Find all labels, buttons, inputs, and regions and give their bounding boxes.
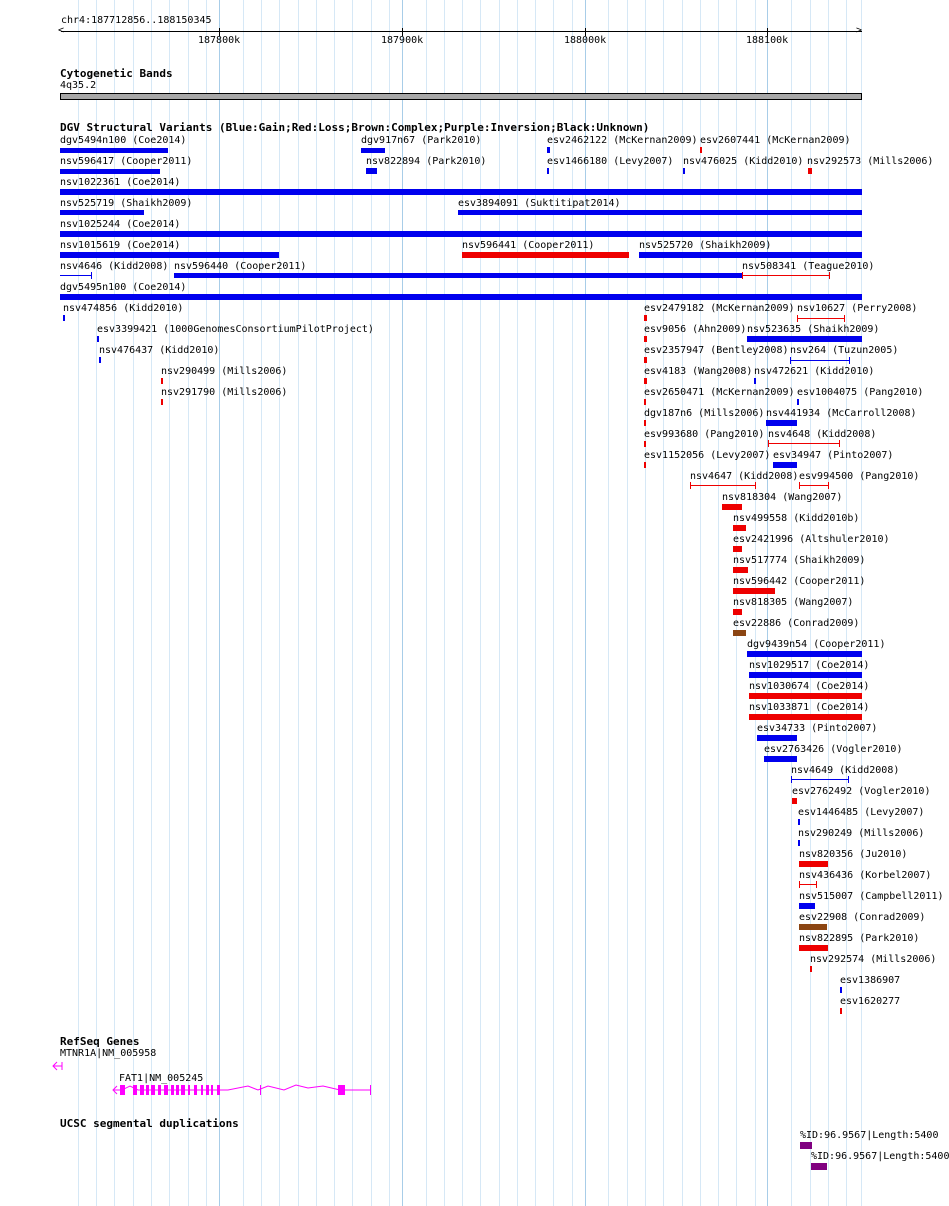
variant-label[interactable]: nsv596417 (Cooper2011) — [60, 156, 193, 167]
variant-bar-loss[interactable] — [792, 798, 797, 804]
ruler-left-arrow: < — [58, 25, 65, 36]
variant-label[interactable]: dgv187n6 (Mills2006) — [644, 408, 765, 419]
variant-label[interactable]: esv2357947 (Bentley2008) — [644, 345, 789, 356]
variant-label[interactable]: esv2462122 (McKernan2009) — [547, 135, 698, 146]
variant-bar-loss[interactable] — [733, 609, 742, 615]
variant-label[interactable]: esv34947 (Pinto2007) — [773, 450, 894, 461]
variant-end-tick — [828, 482, 829, 489]
variant-label[interactable]: nsv4647 (Kidd2008) — [690, 471, 799, 482]
variant-label[interactable]: nsv436436 (Korbel2007) — [799, 870, 932, 881]
variant-bar-gain[interactable] — [747, 336, 862, 342]
variant-bar-loss[interactable] — [161, 399, 163, 405]
variant-bar-gain[interactable] — [60, 252, 279, 258]
refseq-track-title: RefSeq Genes — [60, 1035, 140, 1048]
variant-bar-gain[interactable] — [798, 840, 800, 846]
variant-bar-loss[interactable] — [700, 147, 702, 153]
variant-bar-loss[interactable] — [733, 525, 746, 531]
variant-end-tick — [742, 272, 743, 279]
variant-bar-loss[interactable] — [799, 945, 828, 951]
variant-end-tick — [690, 482, 691, 489]
variant-bar-loss[interactable] — [749, 714, 862, 720]
variant-end-tick — [844, 315, 845, 322]
variant-bar-gain[interactable] — [764, 756, 797, 762]
variant-line-loss[interactable] — [690, 485, 756, 486]
variant-label[interactable]: esv4183 (Wang2008) — [644, 366, 753, 377]
variant-label[interactable]: nsv1033871 (Coe2014) — [749, 702, 870, 713]
variant-end-tick — [816, 881, 817, 888]
segdup-label[interactable]: %ID:96.9567|Length:5400 — [800, 1130, 939, 1141]
variant-label[interactable]: nsv474856 (Kidd2010) — [63, 303, 184, 314]
variant-bar-loss[interactable] — [644, 441, 646, 447]
variant-bar-gain[interactable] — [799, 903, 815, 909]
variant-label[interactable]: nsv476025 (Kidd2010) — [683, 156, 804, 167]
variant-label[interactable]: esv2762492 (Vogler2010) — [792, 786, 931, 797]
variant-label[interactable]: nsv1025244 (Coe2014) — [60, 219, 181, 230]
region-label: chr4:187712856..188150345 — [61, 15, 212, 26]
variant-bar-gain[interactable] — [361, 148, 385, 153]
variant-label[interactable]: esv1446485 (Levy2007) — [798, 807, 925, 818]
variant-label[interactable]: esv22908 (Conrad2009) — [799, 912, 926, 923]
variant-label[interactable]: esv3894091 (Suktitipat2014) — [458, 198, 621, 209]
variant-label[interactable]: nsv4648 (Kidd2008) — [768, 429, 877, 440]
variant-bar-loss[interactable] — [644, 336, 647, 342]
variant-bar-gain[interactable] — [683, 168, 685, 174]
variant-label[interactable]: esv994500 (Pang2010) — [799, 471, 920, 482]
variant-bar-gain[interactable] — [458, 210, 862, 215]
variant-label[interactable]: esv2479182 (McKernan2009) — [644, 303, 795, 314]
variant-label[interactable]: esv1466180 (Levy2007) — [547, 156, 674, 167]
variant-bar-loss[interactable] — [799, 861, 828, 867]
variant-label[interactable]: nsv1015619 (Coe2014) — [60, 240, 181, 251]
variant-bar-loss[interactable] — [644, 420, 646, 426]
variant-bar-gain[interactable] — [60, 169, 160, 174]
variant-bar-gain[interactable] — [60, 294, 862, 300]
variant-end-tick — [91, 272, 92, 279]
variant-label[interactable]: nsv4646 (Kidd2008) — [60, 261, 169, 272]
variant-label[interactable]: nsv596440 (Cooper2011) — [174, 261, 307, 272]
ruler-tick-label: 187800k — [198, 35, 241, 46]
variant-label[interactable]: esv34733 (Pinto2007) — [757, 723, 878, 734]
variant-label[interactable]: nsv1030674 (Coe2014) — [749, 681, 870, 692]
variant-end-tick — [849, 357, 850, 364]
variant-label[interactable]: nsv292573 (Mills2006) — [807, 156, 934, 167]
variant-bar-loss[interactable] — [840, 1008, 842, 1014]
variant-end-tick — [755, 482, 756, 489]
variant-label[interactable]: nsv4649 (Kidd2008) — [791, 765, 900, 776]
variant-bar-gain[interactable] — [174, 273, 742, 278]
variant-bar-gain[interactable] — [639, 252, 862, 258]
variant-line-loss[interactable] — [799, 485, 829, 486]
variant-bar-loss[interactable] — [462, 252, 629, 258]
variant-end-tick — [791, 776, 792, 783]
variant-label[interactable]: esv1620277 — [840, 996, 901, 1007]
variant-bar-gain[interactable] — [773, 462, 797, 468]
variant-bar-gain[interactable] — [757, 735, 797, 741]
variant-bar-gain[interactable] — [99, 357, 101, 363]
variant-label[interactable]: esv2607441 (McKernan2009) — [700, 135, 851, 146]
cytoband-track-title: Cytogenetic Bands — [60, 67, 173, 80]
variant-label[interactable]: dgv9439n54 (Cooper2011) — [747, 639, 886, 650]
variant-label[interactable]: esv993680 (Pang2010) — [644, 429, 765, 440]
variant-label[interactable]: nsv264 (Tuzun2005) — [790, 345, 899, 356]
variant-bar-complex[interactable] — [799, 924, 827, 930]
variant-bar-loss[interactable] — [733, 567, 748, 573]
variant-label[interactable]: nsv499558 (Kidd2010b) — [733, 513, 860, 524]
variant-label[interactable]: esv3399421 (1000GenomesConsortiumPilotProject) — [97, 324, 374, 335]
variant-bar-loss[interactable] — [644, 315, 647, 321]
variant-end-tick — [829, 272, 830, 279]
mtnr1a-gene-glyph[interactable] — [52, 1060, 66, 1072]
variant-bar-gain[interactable] — [97, 336, 99, 342]
variant-label[interactable]: esv2763426 (Vogler2010) — [764, 744, 903, 755]
variant-label[interactable]: nsv441934 (McCarroll2008) — [766, 408, 917, 419]
variant-label[interactable]: nsv290249 (Mills2006) — [798, 828, 925, 839]
variant-label[interactable]: nsv525720 (Shaikh2009) — [639, 240, 772, 251]
variant-label[interactable]: nsv476437 (Kidd2010) — [99, 345, 220, 356]
variant-bar-gain[interactable] — [60, 148, 168, 153]
variant-end-tick — [768, 440, 769, 447]
variant-label[interactable]: nsv515007 (Campbell2011) — [799, 891, 944, 902]
variant-label[interactable]: nsv596442 (Cooper2011) — [733, 576, 866, 587]
ruler-tick-label: 187900k — [381, 35, 424, 46]
variant-line-loss[interactable] — [797, 318, 845, 319]
variant-bar-gain[interactable] — [797, 399, 799, 405]
variant-label[interactable]: nsv822894 (Park2010) — [366, 156, 487, 167]
ruler-tick-label: 188100k — [746, 35, 789, 46]
variant-label[interactable]: nsv1029517 (Coe2014) — [749, 660, 870, 671]
segdup-bar[interactable] — [811, 1163, 827, 1170]
variant-line-gain[interactable] — [791, 779, 849, 780]
variant-bar-loss[interactable] — [644, 378, 647, 384]
variant-bar-complex[interactable] — [733, 630, 746, 636]
variant-bar-gain[interactable] — [60, 189, 862, 195]
variant-label[interactable]: nsv291790 (Mills2006) — [161, 387, 288, 398]
segdup-label[interactable]: %ID:96.9567|Length:5400 — [811, 1151, 949, 1162]
variant-bar-loss[interactable] — [161, 378, 163, 384]
variant-label[interactable]: nsv10627 (Perry2008) — [797, 303, 918, 314]
variant-bar-loss[interactable] — [808, 168, 812, 174]
variant-label[interactable]: nsv820356 (Ju2010) — [799, 849, 908, 860]
variant-bar-gain[interactable] — [747, 651, 862, 657]
variant-line-loss[interactable] — [768, 443, 840, 444]
ruler-axis — [61, 31, 862, 32]
variant-end-tick — [790, 357, 791, 364]
variant-bar-gain[interactable] — [766, 420, 797, 426]
variant-label[interactable]: esv1152056 (Levy2007) — [644, 450, 771, 461]
variant-bar-loss[interactable] — [644, 357, 647, 363]
variant-label[interactable]: nsv818305 (Wang2007) — [733, 597, 854, 608]
variant-bar-loss[interactable] — [810, 966, 812, 972]
variant-label[interactable]: dgv917n67 (Park2010) — [361, 135, 482, 146]
variant-label[interactable]: esv2650471 (McKernan2009) — [644, 387, 795, 398]
ruler-right-arrow: > — [856, 25, 863, 36]
variant-bar-loss[interactable] — [722, 504, 742, 510]
variant-label[interactable]: nsv523635 (Shaikh2009) — [747, 324, 880, 335]
variant-label[interactable]: dgv5495n100 (Coe2014) — [60, 282, 187, 293]
variant-bar-gain[interactable] — [60, 210, 144, 215]
variant-label[interactable]: nsv508341 (Teague2010) — [742, 261, 875, 272]
variant-line-gain[interactable] — [790, 360, 850, 361]
variant-end-tick — [839, 440, 840, 447]
variant-bar-gain[interactable] — [60, 231, 862, 237]
variant-end-tick — [799, 482, 800, 489]
variant-bar-gain[interactable] — [63, 315, 65, 321]
variant-end-tick — [797, 315, 798, 322]
variant-label[interactable]: esv2421996 (Altshuler2010) — [733, 534, 890, 545]
variant-label[interactable]: esv1386907 — [840, 975, 901, 986]
variant-end-tick — [848, 776, 849, 783]
variant-label[interactable]: esv22886 (Conrad2009) — [733, 618, 860, 629]
variant-end-tick — [799, 881, 800, 888]
variant-bar-loss[interactable] — [733, 546, 742, 552]
variant-bar-loss[interactable] — [644, 462, 646, 468]
variant-bar-gain[interactable] — [798, 819, 800, 825]
gene-label[interactable]: MTNR1A|NM_005958 — [60, 1048, 157, 1059]
fat1-gene-model[interactable] — [108, 1082, 378, 1102]
variant-bar-gain[interactable] — [840, 987, 842, 993]
variant-label[interactable]: nsv525719 (Shaikh2009) — [60, 198, 193, 209]
gene-label[interactable]: FAT1|NM_005245 — [119, 1073, 204, 1084]
cytoband-bar[interactable] — [60, 93, 862, 100]
variant-label[interactable]: nsv822895 (Park2010) — [799, 933, 920, 944]
variant-label[interactable]: nsv517774 (Shaikh2009) — [733, 555, 866, 566]
variant-label[interactable]: nsv1022361 (Coe2014) — [60, 177, 181, 188]
variant-bar-gain[interactable] — [754, 378, 756, 384]
variant-label[interactable]: nsv818304 (Wang2007) — [722, 492, 843, 503]
variant-label[interactable]: nsv472621 (Kidd2010) — [754, 366, 875, 377]
variant-line-loss[interactable] — [742, 275, 830, 276]
ruler-tick-label: 188000k — [564, 35, 607, 46]
dgv-track-title: DGV Structural Variants (Blue:Gain;Red:Loss;Brown:Complex;Purple:Inversion;Black:Unknown) — [60, 121, 650, 134]
variant-label[interactable]: esv9056 (Ahn2009) — [644, 324, 747, 335]
variant-bar-gain[interactable] — [366, 168, 377, 174]
variant-line-gain[interactable] — [60, 275, 92, 276]
variant-bar-gain[interactable] — [547, 168, 549, 174]
variant-bar-loss[interactable] — [733, 588, 775, 594]
variant-label[interactable]: dgv5494n100 (Coe2014) — [60, 135, 187, 146]
variant-bar-gain[interactable] — [749, 672, 862, 678]
variant-label[interactable]: esv1004075 (Pang2010) — [797, 387, 924, 398]
variant-bar-gain[interactable] — [547, 147, 550, 153]
variant-line-loss[interactable] — [799, 884, 817, 885]
cytoband-label: 4q35.2 — [60, 80, 97, 91]
segdup-bar[interactable] — [800, 1142, 812, 1149]
variant-bar-loss[interactable] — [749, 693, 862, 699]
segdup-track-title: UCSC segmental duplications — [60, 1117, 239, 1130]
variant-label[interactable]: nsv596441 (Cooper2011) — [462, 240, 595, 251]
variant-bar-loss[interactable] — [644, 399, 646, 405]
variant-label[interactable]: nsv292574 (Mills2006) — [810, 954, 937, 965]
variant-label[interactable]: nsv290499 (Mills2006) — [161, 366, 288, 377]
